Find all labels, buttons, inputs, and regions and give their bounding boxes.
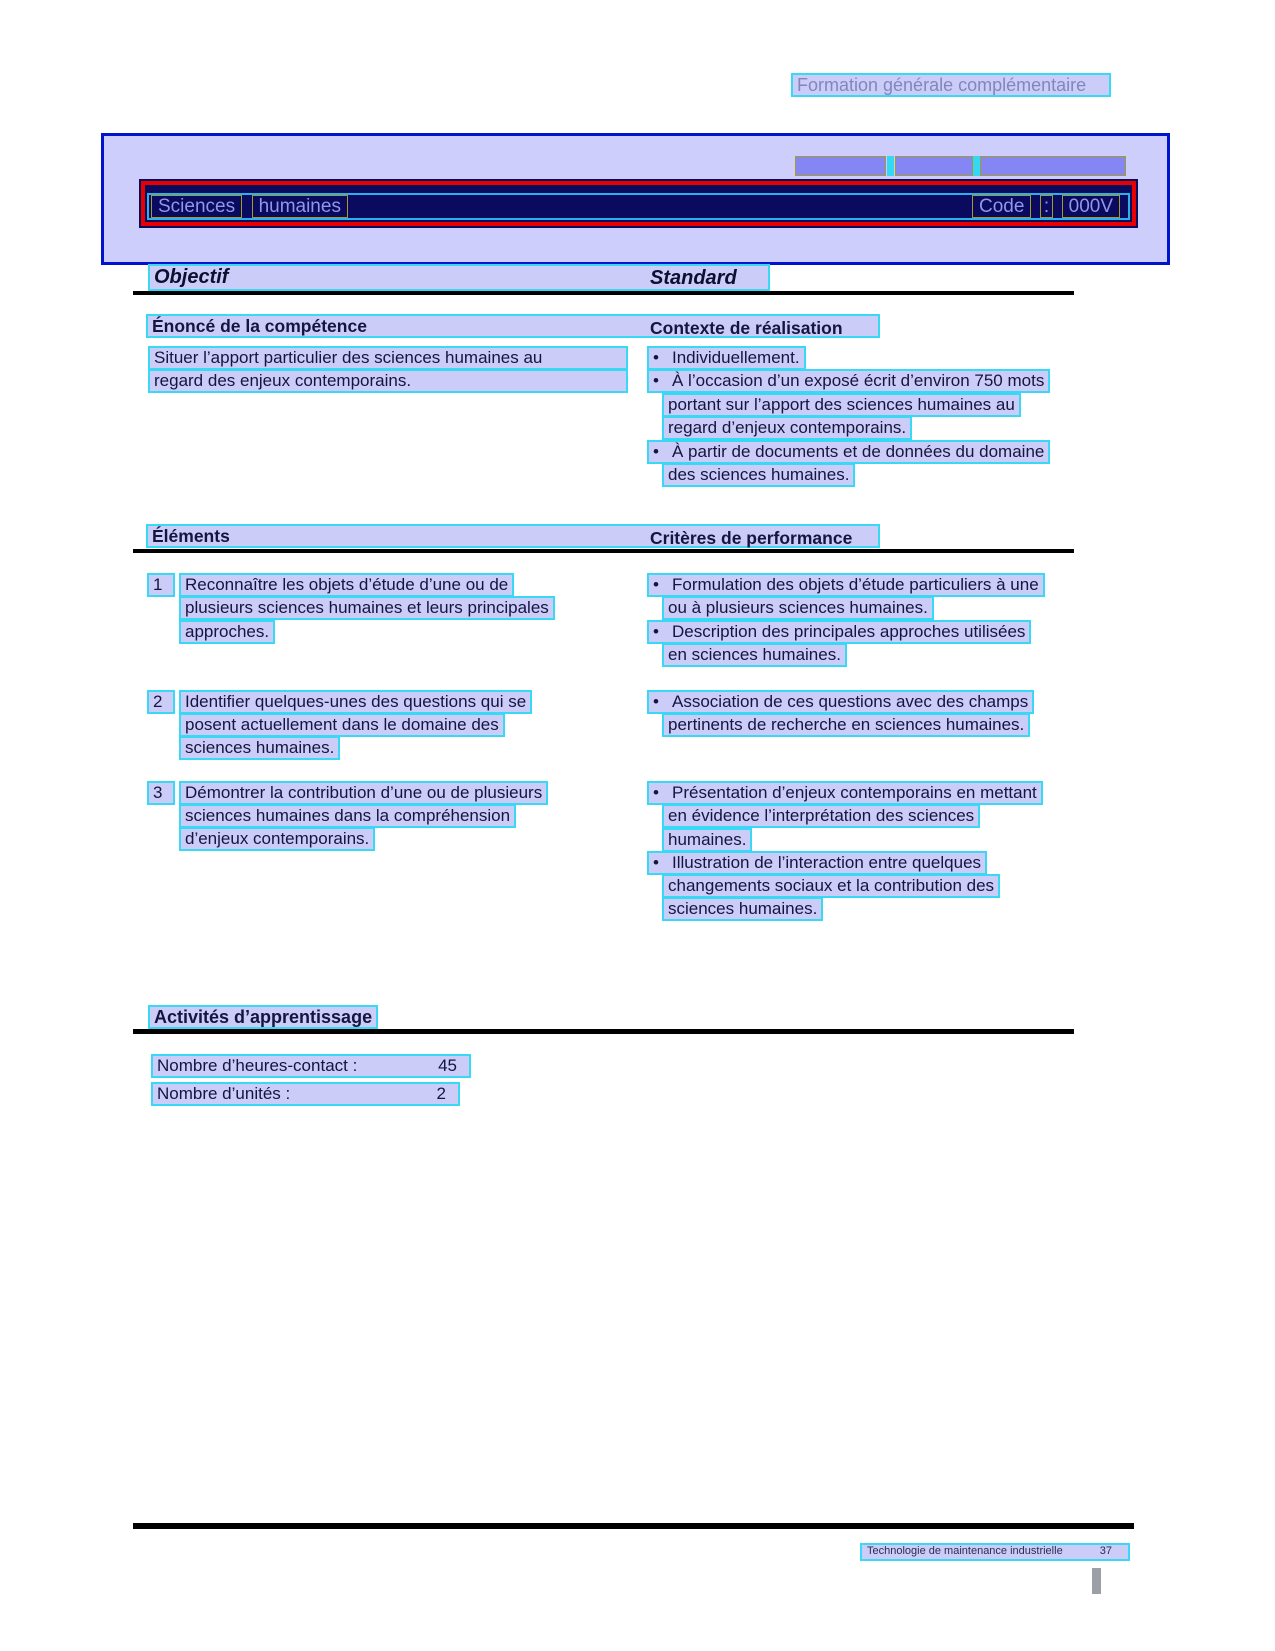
criteria-bullet-line: en sciences humaines. xyxy=(662,643,847,667)
criteria-bullet-line xyxy=(647,690,1034,714)
activities-header: Activités d’apprentissage xyxy=(148,1005,378,1029)
bullet-icon: • xyxy=(653,692,659,711)
bullet-icon: • xyxy=(653,371,659,390)
bullet-icon: • xyxy=(653,575,659,594)
hours-label: Nombre d’heures-contact : xyxy=(157,1056,358,1075)
criteres-header: Critères de performance xyxy=(650,528,853,548)
criteria-bullet-line: en évidence l’interprétation des sciences xyxy=(662,804,980,828)
standard-column-header: Standard xyxy=(650,267,737,289)
statement-line: Situer l’apport particulier des sciences humaines au xyxy=(148,346,628,370)
element-line: sciences humaines dans la compréhension xyxy=(179,804,516,828)
criteria-bullet-text: Présentation d’enjeux contemporains en mettant xyxy=(672,783,1037,802)
units-row xyxy=(151,1082,460,1106)
highlight-separator xyxy=(887,156,894,176)
element-number: 2 xyxy=(147,690,175,714)
section-rule xyxy=(133,1029,1074,1034)
objectif-column-header: Objectif xyxy=(154,266,229,288)
enonce-header: Énoncé de la compétence xyxy=(152,316,367,336)
criteria-bullet-line xyxy=(647,620,1031,644)
highlight-separator xyxy=(973,156,980,176)
course-header-box xyxy=(101,133,1170,265)
course-title-word-2: humaines xyxy=(252,195,348,218)
footer-page-number: 37 xyxy=(1099,1545,1112,1557)
criteria-bullet-line xyxy=(647,573,1045,597)
text-cursor xyxy=(1092,1568,1101,1594)
hours-row xyxy=(151,1054,471,1078)
criteria-bullet-line: sciences humaines. xyxy=(662,897,823,921)
course-title-bar xyxy=(139,179,1138,228)
criteria-bullet-line: pertinents de recherche en sciences humaines. xyxy=(662,713,1030,737)
element-line: Reconnaître les objets d’étude d’une ou de xyxy=(179,573,514,597)
criteria-bullet-text: Formulation des objets d’étude particuliers à une xyxy=(672,575,1039,594)
bullet-icon: • xyxy=(653,348,659,367)
footer xyxy=(860,1543,1130,1561)
statement-line: regard des enjeux contemporains. xyxy=(148,369,628,393)
context-bullet-line: portant sur l’apport des sciences humaines au xyxy=(662,393,1021,417)
redacted-field-3 xyxy=(980,156,1126,176)
context-bullet-text: Individuellement. xyxy=(672,348,800,367)
footer-rule xyxy=(133,1523,1134,1529)
context-bullet-text: À l’occasion d’un exposé écrit d’environ 750 mots xyxy=(672,371,1045,390)
hours-value: 45 xyxy=(438,1056,457,1075)
elements-headers xyxy=(146,524,880,548)
units-label: Nombre d’unités : xyxy=(157,1084,291,1103)
footer-program: Technologie de maintenance industrielle xyxy=(867,1545,1063,1557)
redacted-field-2 xyxy=(895,156,973,176)
criteria-bullet-text: Association de ces questions avec des champs xyxy=(672,692,1029,711)
criteria-bullet-text: Illustration de l’interaction entre quelques xyxy=(672,853,982,872)
element-number: 3 xyxy=(147,781,175,805)
course-code-value: 000V xyxy=(1062,195,1120,218)
competence-headers xyxy=(146,314,880,338)
section-rule xyxy=(133,549,1074,553)
bullet-icon: • xyxy=(653,853,659,872)
context-bullet-line: regard d’enjeux contemporains. xyxy=(662,416,912,440)
criteria-bullet-line xyxy=(647,851,987,875)
element-number: 1 xyxy=(147,573,175,597)
context-bullet-text: À partir de documents et de données du domaine xyxy=(672,442,1045,461)
bullet-icon: • xyxy=(653,622,659,641)
course-code-separator: : xyxy=(1040,195,1053,218)
context-bullet-line xyxy=(647,369,1050,393)
units-value: 2 xyxy=(436,1084,446,1103)
element-line: approches. xyxy=(179,620,275,644)
course-title-word-1: Sciences xyxy=(151,195,242,218)
redacted-field-1 xyxy=(795,156,886,176)
context-bullet-line: des sciences humaines. xyxy=(662,463,855,487)
element-line: sciences humaines. xyxy=(179,736,340,760)
bullet-icon: • xyxy=(653,783,659,802)
element-line: plusieurs sciences humaines et leurs principales xyxy=(179,596,555,620)
course-code xyxy=(968,195,1120,218)
element-line: posent actuellement dans le domaine des xyxy=(179,713,505,737)
element-line: Démontrer la contribution d’une ou de plusieurs xyxy=(179,781,548,805)
criteria-bullet-text: Description des principales approches utilisées xyxy=(672,622,1026,641)
criteria-bullet-line: changements sociaux et la contribution des xyxy=(662,874,1000,898)
page-header-label: Formation générale complémentaire xyxy=(791,73,1111,97)
course-code-label: Code xyxy=(972,195,1031,218)
element-line: Identifier quelques-unes des questions qui se xyxy=(179,690,532,714)
column-headers xyxy=(148,264,770,291)
context-bullet-line xyxy=(647,440,1050,464)
bullet-icon: • xyxy=(653,442,659,461)
course-title-row xyxy=(147,193,1130,220)
section-rule xyxy=(133,291,1074,295)
criteria-bullet-line xyxy=(647,781,1043,805)
criteria-bullet-line: humaines. xyxy=(662,828,752,852)
contexte-header: Contexte de réalisation xyxy=(650,318,843,338)
course-title xyxy=(151,195,348,218)
elements-header: Éléments xyxy=(152,526,230,546)
element-line: d’enjeux contemporains. xyxy=(179,827,375,851)
context-bullet-line xyxy=(647,346,806,370)
course-title-red-frame xyxy=(141,181,1136,226)
criteria-bullet-line: ou à plusieurs sciences humaines. xyxy=(662,596,934,620)
